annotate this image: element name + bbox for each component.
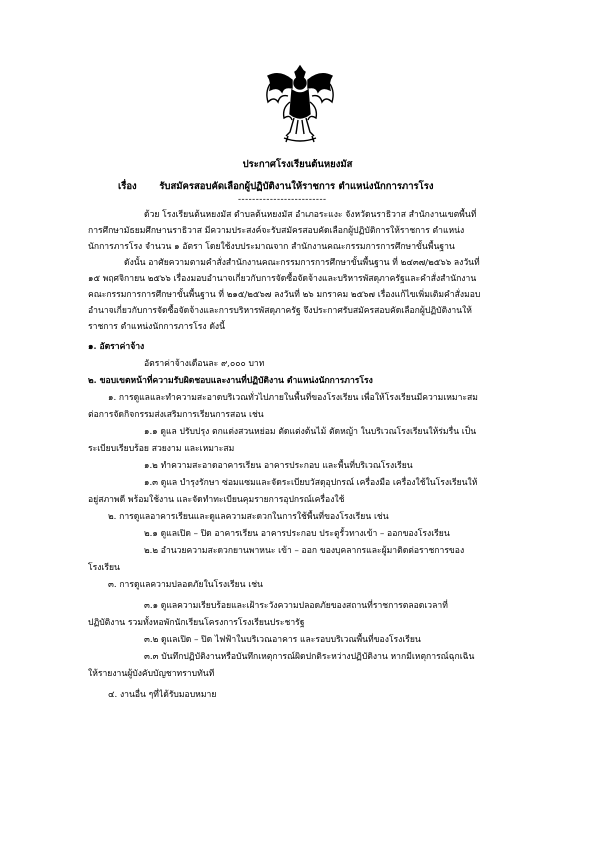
duty-line: ระเบียบเรียบร้อย สวยงาม และเหมาะสม bbox=[88, 444, 235, 454]
section-2-heading: ๒. ขอบเขตหน้าที่ความรับผิดชอบและงานที่ปฏิบัติงาน ตำแหน่งนักการภารโรง bbox=[88, 376, 373, 386]
duty-line: ๑.๓ ดูแล บำรุงรักษา ซ่อมแซมและจัดระเบียบวัสดุอุปกรณ์ เครื่องมือ เครื่องใช้ในโรงเรียนให้ bbox=[144, 478, 478, 488]
duty-line: ๑.๒ ทำความสะอาดอาคารเรียน อาคารประกอบ และพื้นที่บริเวณโรงเรียน bbox=[144, 461, 413, 471]
duty-line: ต่อการจัดกิจกรรมส่งเสริมการเรียนการสอน เช่น bbox=[88, 410, 264, 420]
duty-line: ๑.๑ ดูแล ปรับปรุง ตกแต่งสวนหย่อม ตัดแต่งต้นไม้ ตัดหญ้า ในบริเวณโรงเรียนให้ร่มรื่น เป็น bbox=[144, 427, 477, 437]
divider-rule: ------------------------- bbox=[238, 195, 327, 205]
duty-line: ๒. การดูแลอาคารเรียนและดูแลความสะดวกในการใช้พื้นที่ของโรงเรียน เช่น bbox=[108, 512, 389, 522]
document-title: ประกาศโรงเรียนต้นหยงมัส bbox=[242, 159, 353, 170]
duty-line: ปฏิบัติงาน รวมทั้งหอพักนักเรียนโครงการโรงเรียนประชารัฐ bbox=[88, 618, 305, 628]
duty-line: ๓.๓ บันทึกปฏิบัติงานหรือบันทึกเหตุการณ์ผิดปกติระหว่างปฏิบัติงาน หากมีเหตุการณ์ฉุกเฉิน bbox=[144, 652, 475, 662]
duty-line: ๓.๒ ดูแลเปิด – ปิด ไฟฟ้าในบริเวณอาคาร และรอบบริเวณพื้นที่ของโรงเรียน bbox=[144, 635, 421, 645]
intro-line: การศึกษามัธยมศึกษานราธิวาส มีความประสงค์จะรับสมัครสอบคัดเลือกผู้ปฏิบัติการให้ราชการ ตำแหน่ง bbox=[88, 226, 465, 236]
duty-line: ๒.๒ อำนวยความสะดวกยานพาหนะ เข้า – ออก ของบุคลากรและผู้มาติดต่อราชการของ bbox=[144, 546, 465, 556]
intro-line: ราชการ ตำแหน่งนักการภารโรง ดังนี้ bbox=[88, 322, 225, 332]
wage-line: อัตราค่าจ้างเดือนละ ๙,๐๐๐ บาท bbox=[144, 359, 265, 369]
subject-line bbox=[118, 179, 433, 194]
duty-line: ๒.๑ ดูแลเปิด – ปิด อาคารเรียน อาคารประกอบ ประตูรั้วทางเข้า – ออกของโรงเรียน bbox=[144, 529, 450, 539]
intro-line: คณะกรรมการการศึกษาขั้นพื้นฐาน ที่ ๒๑๕/๒๕๖๗ ลงวันที่ ๒๖ มกราคม ๒๕๖๗ เรื่องแก้ไขเพิ่มเติมคำสั่งมอบ bbox=[88, 290, 481, 300]
intro-line: นักการภารโรง จำนวน ๑ อัตรา โดยใช้งบประมาณจาก สำนักงานคณะกรรมการการศึกษาขั้นพื้นฐาน bbox=[88, 242, 455, 252]
duty-line: ๑. การดูแลและทำความสะอาดบริเวณทั่วไปภายในพื้นที่ของโรงเรียน เพื่อให้โรงเรียนมีความเหมาะสม bbox=[108, 393, 478, 403]
duty-line: ๔. งานอื่น ๆที่ได้รับมอบหมาย bbox=[108, 690, 217, 700]
duty-line: โรงเรียน bbox=[88, 563, 120, 573]
intro-line: ดังนั้น อาศัยความตามคำสั่งสำนักงานคณะกรรมการการศึกษาขั้นพื้นฐาน ที่ ๒๔๓๗/๒๕๖๖ ลงวันที่ bbox=[124, 258, 480, 268]
garuda-emblem-icon bbox=[262, 62, 338, 146]
duty-line: ให้รายงานผู้บังคับบัญชาทราบทันที bbox=[88, 669, 215, 679]
intro-line: อำนาจเกี่ยวกับการจัดซื้อจัดจ้างและการบริหารพัสดุภาครัฐ จึงประกาศรับสมัครสอบคัดเลือกผู้ปฏิบัติงานให้ bbox=[88, 306, 472, 316]
duty-line: อยู่สภาพดี พร้อมใช้งาน และจัดทำทะเบียนคุมรายการอุปกรณ์เครื่องใช้ bbox=[88, 495, 345, 505]
duty-line: ๓.๑ ดูแลความเรียบร้อยและเฝ้าระวังความปลอดภัยของสถานที่ราชการตลอดเวลาที่ bbox=[144, 601, 448, 611]
section-1-heading: ๑. อัตราค่าจ้าง bbox=[88, 342, 145, 352]
duty-line: ๓. การดูแลความปลอดภัยในโรงเรียน เช่น bbox=[108, 580, 263, 590]
intro-line: ด้วย โรงเรียนต้นหยงมัส ตำบลต้นหยงมัส อำเภอระแงะ จังหวัดนราธิวาส สำนักงานเขตพื้นที่ bbox=[144, 210, 477, 220]
intro-line: ๑๕ พฤศจิกายน ๒๕๖๖ เรื่องมอบอำนาจเกี่ยวกับการจัดซื้อจัดจ้างและบริหารพัสดุภาครัฐและคำสั่งสำนักงาน bbox=[88, 274, 477, 284]
subject-text: รับสมัครสอบคัดเลือกผู้ปฏิบัติงานให้ราชการ ตำแหน่งนักการภารโรง bbox=[159, 181, 434, 192]
subject-label: เรื่อง bbox=[118, 181, 137, 192]
